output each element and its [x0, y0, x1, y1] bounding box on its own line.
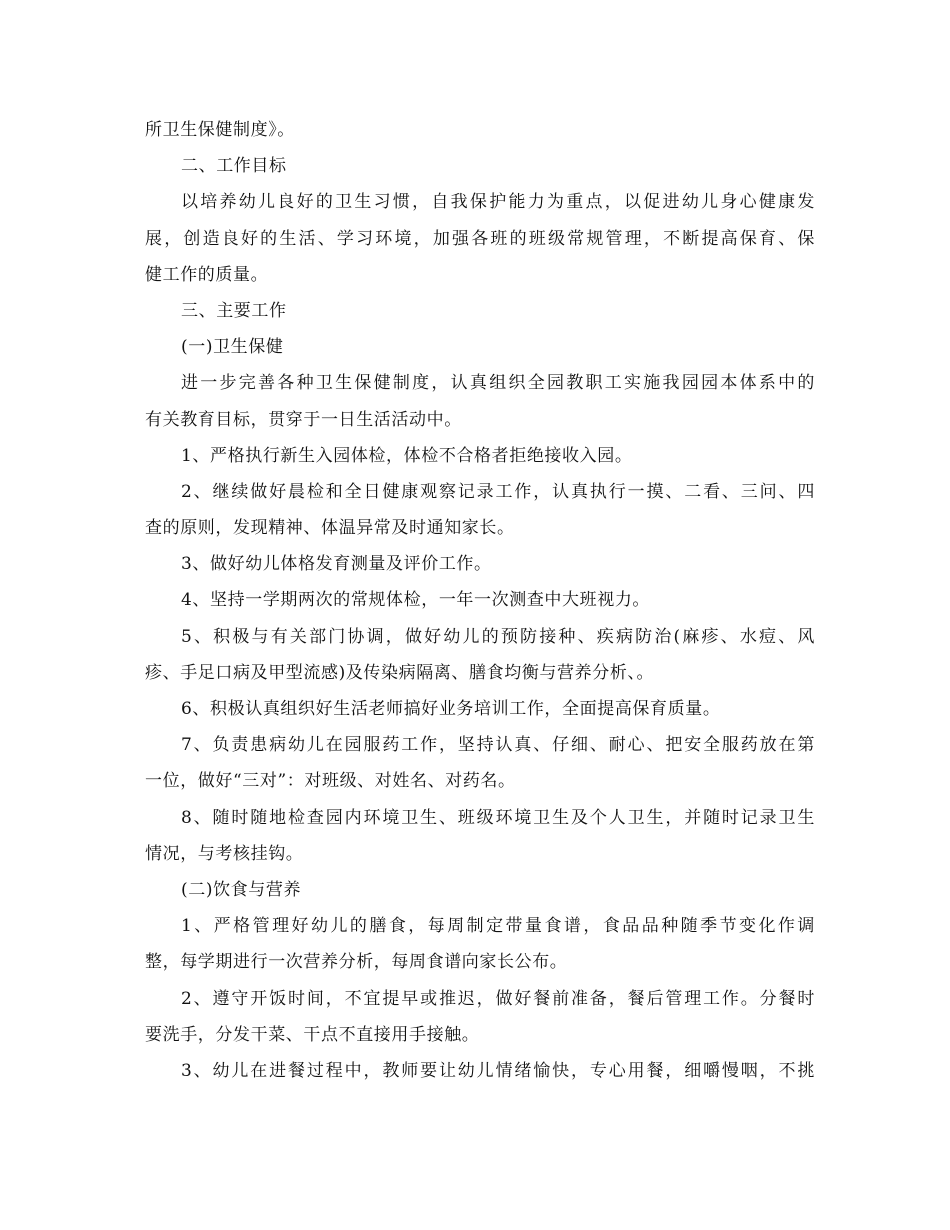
- document-body: [145, 112, 815, 1089]
- text-line: 进一步完善各种卫生保健制度，认真组织全园教职工实施我园园本体系中的: [181, 373, 815, 394]
- text-line: 情况，与考核挂钩。: [145, 843, 304, 864]
- text-line: 有关教育目标，贯穿于一日生活活动中。: [145, 409, 462, 430]
- text-line: (二)饮食与营养: [181, 879, 302, 900]
- text-line: 8、随时随地检查园内环境卫生、班级环境卫生及个人卫生，并随时记录卫生: [181, 807, 815, 828]
- text-line: 整，每学期进行一次营养分析，每周食谱向家长公布。: [145, 952, 568, 973]
- text-line: 3、幼儿在进餐过程中，教师要让幼儿情绪愉快，专心用餐，细嚼慢咽，不挑: [181, 1060, 815, 1081]
- text-line: 1、严格管理好幼儿的膳食，每周制定带量食谱，食品品种随季节变化作调: [181, 916, 815, 937]
- text-line: 查的原则，发现精神、体温异常及时通知家长。: [145, 518, 515, 539]
- text-line: 3、做好幼儿体格发育测量及评价工作。: [181, 554, 492, 575]
- text-line: (一)卫生保健: [181, 337, 284, 358]
- text-line: 4、坚持一学期两次的常规体检，一年一次测查中大班视力。: [181, 590, 651, 611]
- text-line: 二、工作目标: [181, 156, 287, 177]
- text-line: 2、遵守开饭时间，不宜提早或推迟，做好餐前准备，餐后管理工作。分餐时: [181, 988, 815, 1009]
- text-line: 7、负责患病幼儿在园服药工作，坚持认真、仔细、耐心、把安全服药放在第: [181, 735, 815, 756]
- text-line: 疹、手足口病及甲型流感)及传染病隔离、膳食均衡与营养分析、。: [145, 662, 655, 683]
- text-line: 展，创造良好的生活、学习环境，加强各班的班级常规管理，不断提高保育、保: [145, 228, 815, 249]
- text-line: 健工作的质量。: [145, 264, 269, 285]
- text-line: 6、积极认真组织好生活老师搞好业务培训工作，全面提高保育质量。: [181, 699, 721, 719]
- text-line: 要洗手，分发干菜、干点不直接用手接触。: [145, 1024, 480, 1045]
- text-line: 所卫生保健制度》。: [145, 120, 295, 140]
- text-line: 2、继续做好晨检和全日健康观察记录工作，认真执行一摸、二看、三问、四: [181, 481, 815, 502]
- text-line: 1、严格执行新生入园体检，体检不合格者拒绝接收入园。: [181, 445, 633, 466]
- text-line: 一位，做好“三对”：对班级、对姓名、对药名。: [145, 771, 516, 792]
- text-line: 5、积极与有关部门协调，做好幼儿的预防接种、疾病防治(麻疹、水痘、风: [181, 626, 815, 647]
- text-line: 三、主要工作: [181, 300, 287, 321]
- text-line: 以培养幼儿良好的卫生习惯，自我保护能力为重点，以促进幼儿身心健康发: [181, 192, 815, 213]
